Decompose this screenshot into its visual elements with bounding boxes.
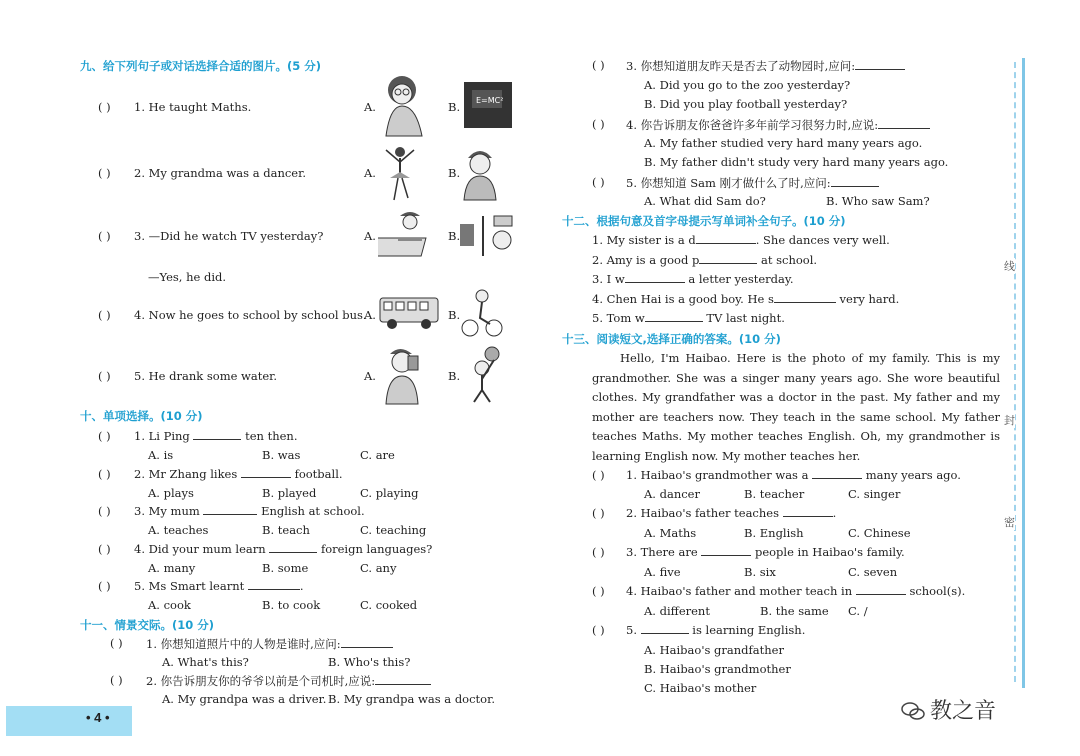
blackboard-formula: E=MC² (476, 96, 504, 105)
answer-paren[interactable]: ( ) (110, 673, 123, 687)
option-c[interactable]: C. are (360, 448, 395, 462)
option-a[interactable]: A. Haibao's grandfather (644, 643, 784, 657)
question-text: 3. There are people in Haibao's family. (626, 545, 905, 559)
option-a[interactable]: A. is (148, 448, 174, 462)
question-text: 1. 你想知道照片中的人物是谁时,应问: (146, 636, 393, 652)
option-a[interactable]: A. Did you go to the zoo yesterday? (644, 78, 851, 92)
reading-passage: Hello, I'm Haibao. Here is the photo of my family. This is my grandmother. She was a singer many years ago. She wore beautiful clothes. My grandfather was a doctor in the past. My father and my mother are teachers now. They teach in the same school. My father teaches Maths. My mother teaches English. Oh, my grandmother is learning English now. My mother teaches her. (592, 351, 1000, 463)
binding-dashed-line (1014, 62, 1016, 682)
option-a-label: A. (364, 166, 376, 180)
answer-paren[interactable]: ( ) (98, 504, 111, 518)
s9-question-text: 2. My grandma was a dancer. (134, 166, 306, 180)
s9-reply-text: —Yes, he did. (148, 270, 227, 284)
answer-paren[interactable]: ( ) (98, 229, 111, 243)
option-a[interactable]: A. plays (148, 486, 194, 500)
question-text: 2. Haibao's father teaches . (626, 506, 837, 520)
section-9-heading: 九、给下列句子或对话选择合适的图片。(5 分) (80, 59, 322, 73)
boy-playing-ball-image (462, 346, 506, 404)
answer-paren[interactable]: ( ) (98, 542, 111, 556)
section-10-heading: 十、单项选择。(10 分) (80, 409, 203, 423)
fill-sentence-1: 1. My sister is a d . She dances very well. (592, 233, 890, 247)
question-text: 3. 你想知道朋友昨天是否去了动物园时,应问: (626, 58, 905, 74)
option-b[interactable]: B. teach (262, 523, 310, 537)
option-a[interactable]: A. dancer (644, 487, 700, 501)
option-a[interactable]: A. five (644, 565, 681, 579)
answer-paren[interactable]: ( ) (592, 175, 605, 189)
answer-paren[interactable]: ( ) (110, 636, 123, 650)
option-c[interactable]: C. singer (848, 487, 901, 501)
answer-paren[interactable]: ( ) (592, 117, 605, 131)
blackboard-image (462, 80, 514, 130)
binding-mark-line: 线 (1004, 260, 1015, 273)
answer-paren[interactable]: ( ) (592, 545, 605, 559)
section-12-heading: 十二、根据句意及首字母提示写单词补全句子。(10 分) (562, 214, 846, 228)
page-number: • 4 • (86, 710, 110, 725)
option-c[interactable]: C. / (848, 604, 868, 618)
option-c[interactable]: C. seven (848, 565, 898, 579)
option-b[interactable]: B. was (262, 448, 301, 462)
option-b[interactable]: B. some (262, 561, 309, 575)
binding-mark-secret: 密 (1004, 516, 1015, 529)
fill-sentence-2: 2. Amy is a good p at school. (592, 253, 818, 267)
question-text: 4. Haibao's father and mother teach in school(s). (626, 584, 966, 598)
option-a[interactable]: A. What's this? (162, 655, 249, 669)
dancer-image (378, 142, 422, 204)
answer-paren[interactable]: ( ) (592, 506, 605, 520)
option-b[interactable]: B. My father didn't study very hard many years ago. (644, 155, 949, 169)
s9-question-text: 3. —Did he watch TV yesterday? (134, 229, 324, 243)
tv-room-image (458, 214, 516, 260)
section-11-heading: 十一、情景交际。(10 分) (80, 618, 215, 632)
boy-with-cap-image (460, 144, 500, 202)
question-text: 3. My mum English at school. (134, 504, 365, 518)
option-a-label: A. (364, 229, 376, 243)
option-c[interactable]: C. cooked (360, 598, 418, 612)
option-c[interactable]: C. Haibao's mother (644, 681, 757, 695)
option-a-label: A. (364, 308, 376, 322)
watermark-text: 教之音 (930, 699, 997, 724)
s9-question-text: 5. He drank some water. (134, 369, 278, 383)
question-text: 2. Mr Zhang likes football. (134, 467, 343, 481)
s9-question-text: 4. Now he goes to school by school bus. (134, 308, 367, 322)
option-b-label: B. (448, 100, 461, 114)
cyclist-image (460, 288, 504, 338)
option-a-label: A. (364, 369, 376, 383)
answer-paren[interactable]: ( ) (98, 369, 111, 383)
option-b[interactable]: B. Did you play football yesterday? (644, 97, 848, 111)
fill-sentence-4: 4. Chen Hai is a good boy. He s very hard. (592, 292, 900, 306)
option-b[interactable]: B. Who saw Sam? (826, 194, 930, 208)
question-text: 2. 你告诉朋友你的爷爷以前是个司机时,应说: (146, 673, 431, 689)
answer-paren[interactable]: ( ) (592, 468, 605, 482)
school-bus-image (378, 294, 440, 332)
question-text: 4. Did your mum learn foreign languages? (134, 542, 433, 556)
question-text: 4. 你告诉朋友你爸爸许多年前学习很努力时,应说: (626, 117, 930, 133)
answer-paren[interactable]: ( ) (592, 58, 605, 72)
fill-sentence-3: 3. I w a letter yesterday. (592, 272, 794, 286)
option-b[interactable]: B. six (744, 565, 776, 579)
question-text: 5. 你想知道 Sam 刚才做什么了时,应问: (626, 175, 879, 191)
option-a[interactable]: A. What did Sam do? (644, 194, 766, 208)
option-a[interactable]: A. Maths (644, 526, 697, 540)
option-b-label: B. (448, 308, 461, 322)
answer-paren[interactable]: ( ) (98, 579, 111, 593)
answer-paren[interactable]: ( ) (592, 584, 605, 598)
question-text: 1. Haibao's grandmother was a many years ago. (626, 468, 961, 482)
option-b[interactable]: B. teacher (744, 487, 805, 501)
boy-reading-desk-image (378, 208, 438, 264)
question-text: 1. Li Ping ten then. (134, 429, 298, 443)
option-b[interactable]: B. Haibao's grandmother (644, 662, 791, 676)
option-b[interactable]: B. the same (760, 604, 829, 618)
option-c[interactable]: C. playing (360, 486, 419, 500)
option-b[interactable]: B. My grandpa was a doctor. (328, 692, 495, 706)
answer-paren[interactable]: ( ) (98, 429, 111, 443)
boy-drinking-image (378, 344, 430, 406)
option-a[interactable]: A. cook (148, 598, 191, 612)
binding-mark-seal: 封 (1004, 414, 1015, 427)
option-a[interactable]: A. teaches (148, 523, 209, 537)
option-b-label: B. (448, 369, 461, 383)
question-text: 5. Ms Smart learnt . (134, 579, 304, 593)
option-c[interactable]: C. any (360, 561, 397, 575)
section-13-heading: 十三、阅读短文,选择正确的答案。(10 分) (562, 332, 781, 346)
answer-paren[interactable]: ( ) (98, 166, 111, 180)
binding-border-line (1022, 58, 1025, 688)
answer-paren[interactable]: ( ) (592, 623, 605, 637)
wechat-icon (900, 700, 926, 722)
answer-paren[interactable]: ( ) (98, 100, 111, 114)
option-a[interactable]: A. My grandpa was a driver. (162, 692, 327, 706)
option-c[interactable]: C. Chinese (848, 526, 911, 540)
option-b-label: B. (448, 166, 461, 180)
fill-sentence-5: 5. Tom w TV last night. (592, 311, 785, 325)
option-b-label: B. (448, 229, 461, 243)
footer-bar (6, 706, 132, 736)
option-a[interactable]: A. many (148, 561, 196, 575)
answer-paren[interactable]: ( ) (98, 308, 111, 322)
answer-paren[interactable]: ( ) (98, 467, 111, 481)
option-b[interactable]: B. English (744, 526, 804, 540)
question-text: 5. is learning English. (626, 623, 806, 637)
option-b[interactable]: B. Who's this? (328, 655, 411, 669)
option-a-label: A. (364, 100, 376, 114)
option-a[interactable]: A. different (644, 604, 710, 618)
option-c[interactable]: C. teaching (360, 523, 427, 537)
option-b[interactable]: B. to cook (262, 598, 321, 612)
option-a[interactable]: A. My father studied very hard many years ago. (644, 136, 923, 150)
option-b[interactable]: B. played (262, 486, 317, 500)
s9-question-text: 1. He taught Maths. (134, 100, 252, 114)
teacher-woman-image (378, 70, 428, 138)
